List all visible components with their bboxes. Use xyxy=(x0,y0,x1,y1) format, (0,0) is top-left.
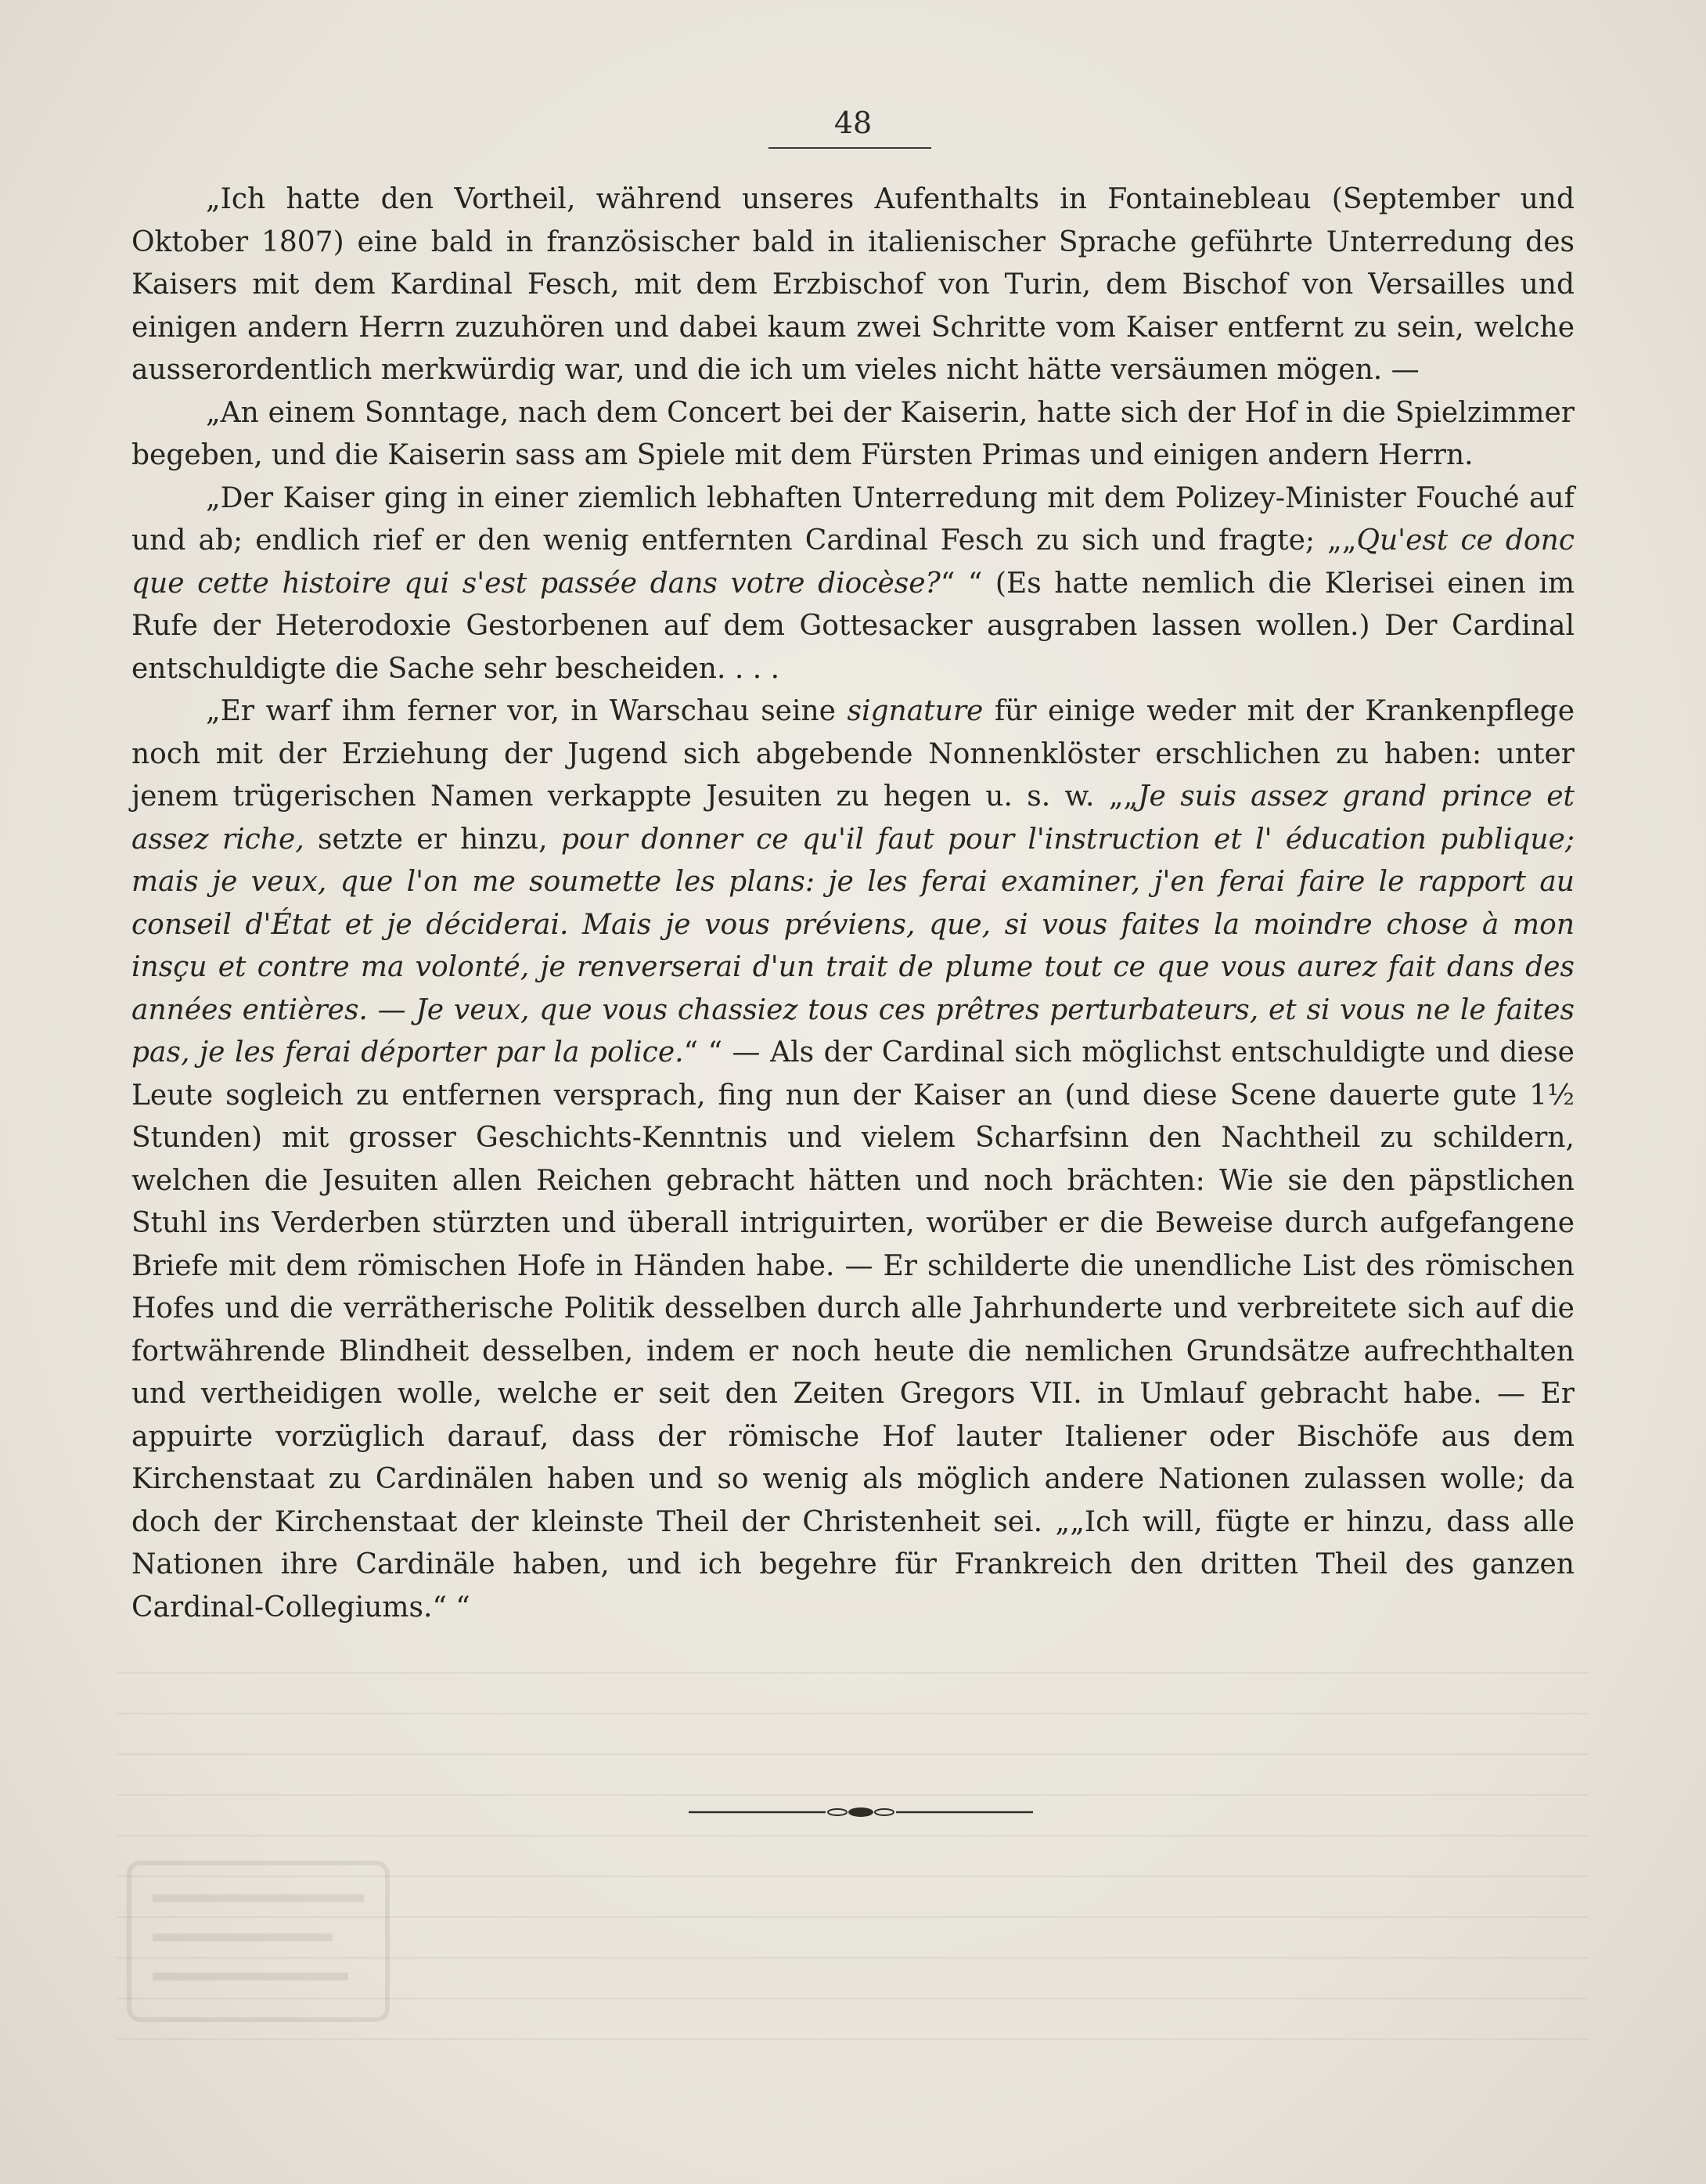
text-segment: „Der Kaiser ging in einer ziemlich lebhaften Unterredung mit dem Polizey-Minister Fouché auf und ab; endlich rief er den wenig entfernten Cardinal Fesch zu sich und fragte; „„ xyxy=(131,481,1575,557)
text-segment: „Ich hatte den Vortheil, während unseres Aufenthalts in Fontainebleau (September und Oktober 1807) eine bald in französischer bald in italienischer Sprache geführte Unterredung des Kaisers mit dem Kardinal Fesch, mit dem Erzbischof von Turin, dem Bischof von Versailles und einigen andern Herrn zuzuhören und dabei kaum zwei Schritte vom Kaiser entfernt zu sein, welche ausserordentlich merkwürdig war, und die ich um vieles nicht hätte versäumen mögen. — xyxy=(131,183,1575,386)
italic-french-passage: signature xyxy=(847,695,984,727)
text-segment: “ “ (Es hatte nemlich die Klerisei einen im Rufe der Heterodoxie Gestorbenen auf dem Gottesacker ausgraben lassen wollen.) Der Cardinal entschuldigte die Sache sehr bescheiden. . . . xyxy=(131,567,1575,685)
text-segment: setzte er hinzu, xyxy=(304,823,561,856)
text-segment: für einige weder mit der Krankenpflege noch mit der Erziehung der Jugend sich abgebende Nonnenklöster erschlichen zu haben: unter jenem trügerischen Namen verkappte Jesuiten zu hegen u. s. w. „„ xyxy=(131,695,1575,813)
paragraph-4 xyxy=(131,690,1575,1629)
paragraph-3 xyxy=(131,478,1575,691)
italic-french-passage: pour donner ce qu'il faut pour l'instruction et l' éducation publique; mais je veux, que l'on me soumette les plans: je les ferai examiner, j'en ferai faire le rapport au conseil d'État et je déciderai. Mais je vous préviens, que, si vous faites la moindre chose à mon insçu et contre ma volonté, je renverserai d'un trait de plume tout ce que vous aurez fait dans des années entières. — Je veux, que vous chassiez tous ces prêtres perturbateurs, et si vous ne le faites pas, je les ferai déporter par la police. xyxy=(131,823,1575,1069)
ornament-divider xyxy=(689,1804,1033,1820)
body-text xyxy=(131,178,1575,1629)
text-segment: „Er warf ihm ferner vor, in Warschau seine xyxy=(206,695,848,727)
italic-french-passage: Je suis assez grand prince et assez riche, xyxy=(131,780,1575,856)
paragraph-2 xyxy=(131,392,1575,478)
paragraph-1 xyxy=(131,178,1575,392)
library-stamp-mark xyxy=(121,1847,403,2043)
text-segment: “ “ — Als der Cardinal sich möglichst entschuldigte und diese Leute sogleich zu entfernen versprach, fing nun der Kaiser an (und diese Scene dauerte gute 1½ Stunden) mit grosser Geschichts-Kenntnis und vielem Scharfsinn den Nachtheil zu schildern, welchen die Jesuiten allen Reichen gebracht hätten und noch brächten: Wie sie den päpstlichen Stuhl ins Verderben stürzten und überall intriguirten, worüber er die Beweise durch aufgefangene Briefe mit dem römischen Hofe in Händen habe. — Er schilderte die unendliche List des römischen Hofes und die verrätherische Politik desselben durch alle Jahrhunderte und verbreitete sich auf die fortwährende Blindheit desselben, indem er noch heute die nemlichen Grundsätze aufrechthalten und vertheidigen wolle, welche er seit den Zeiten Gregors VII. in Umlauf gebracht habe. — Er appuirte vorzüglich darauf, dass der römische Hof lauter Italiener oder Bischöfe aus dem Kirchenstaat zu Cardinälen haben und so wenig als möglich andere Nationen zulassen wolle; da doch der Kirchenstaat der kleinste Theil der Christenheit sei. „„Ich will, fügte er hinzu, dass alle Nationen ihre Cardinäle haben, und ich begehre für Frankreich den dritten Theil des ganzen Cardinal-Collegiums.“ “ xyxy=(131,1036,1575,1624)
page-number-rule xyxy=(768,147,931,149)
italic-french-passage: Qu'est ce donc que cette histoire qui s'est passée dans votre diocèse? xyxy=(131,524,1575,600)
page-number: 48 xyxy=(833,106,873,140)
text-segment: „An einem Sonntage, nach dem Concert bei der Kaiserin, hatte sich der Hof in die Spielzimmer begeben, und die Kaiserin sass am Spiele mit dem Fürsten Primas und einigen andern Herrn. xyxy=(131,396,1575,471)
